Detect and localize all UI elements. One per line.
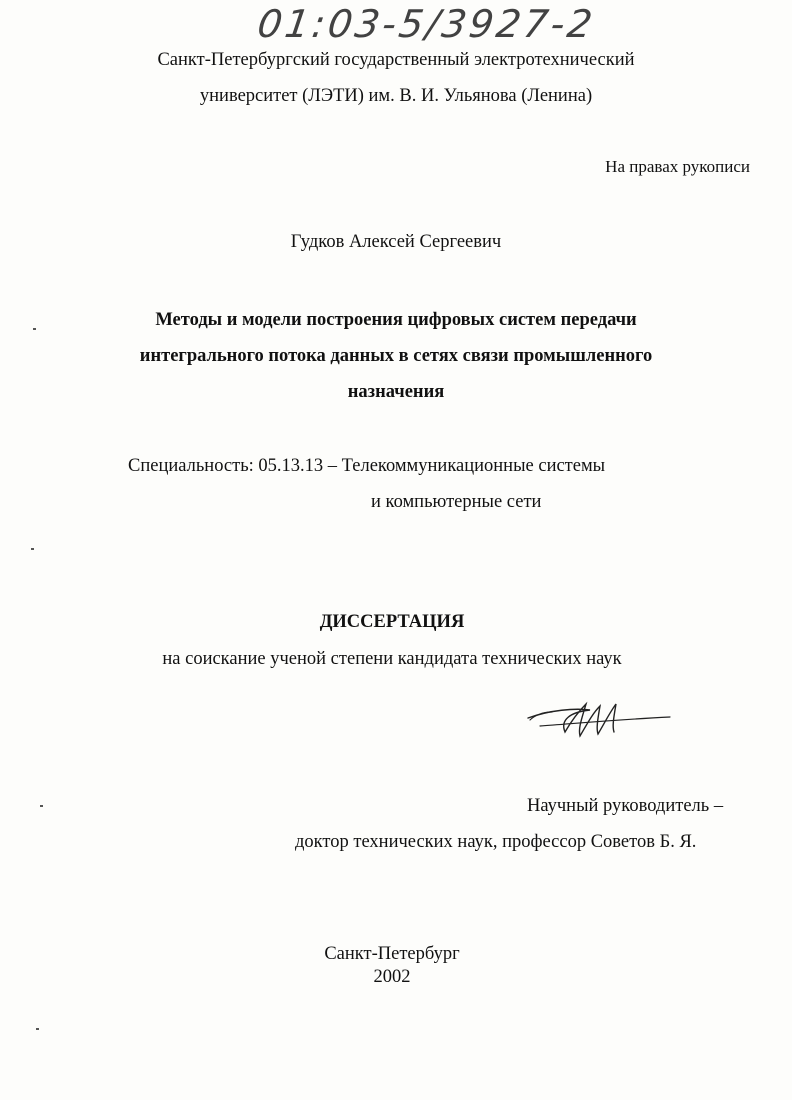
title-line2: интегрального потока данных в сетях связи промышленного	[139, 346, 653, 366]
university-name-line2: университет (ЛЭТИ) им. В. И. Ульянова (Ленина)	[199, 86, 593, 106]
year: 2002	[373, 967, 411, 987]
degree-line: на соискание ученой степени кандидата технических наук	[162, 649, 622, 669]
scan-speck	[33, 328, 36, 330]
specialty-line2: и компьютерные сети	[371, 492, 542, 512]
specialty-line1: Специальность: 05.13.13 – Телекоммуникационные системы	[128, 456, 606, 476]
archive-code-stamp: 01:03-5/3927-2	[254, 2, 598, 46]
author-signature	[520, 690, 680, 750]
document-type: ДИССЕРТАЦИЯ	[319, 612, 465, 632]
title-line3: назначения	[347, 382, 445, 402]
supervisor-line1: Научный руководитель –	[527, 796, 724, 816]
university-name-line1: Санкт-Петербургский государственный электротехнический	[157, 50, 635, 70]
scan-speck	[36, 1028, 39, 1030]
city: Санкт-Петербург	[324, 944, 460, 964]
author-name: Гудков Алексей Сергеевич	[290, 232, 502, 252]
supervisor-line2: доктор технических наук, профессор Советов Б. Я.	[295, 832, 697, 852]
signature-graphic	[520, 690, 680, 745]
scan-speck	[31, 548, 34, 550]
scan-speck	[40, 805, 43, 807]
manuscript-note: На правах рукописи	[605, 157, 750, 176]
title-line1: Методы и модели построения цифровых систем передачи	[155, 310, 637, 330]
